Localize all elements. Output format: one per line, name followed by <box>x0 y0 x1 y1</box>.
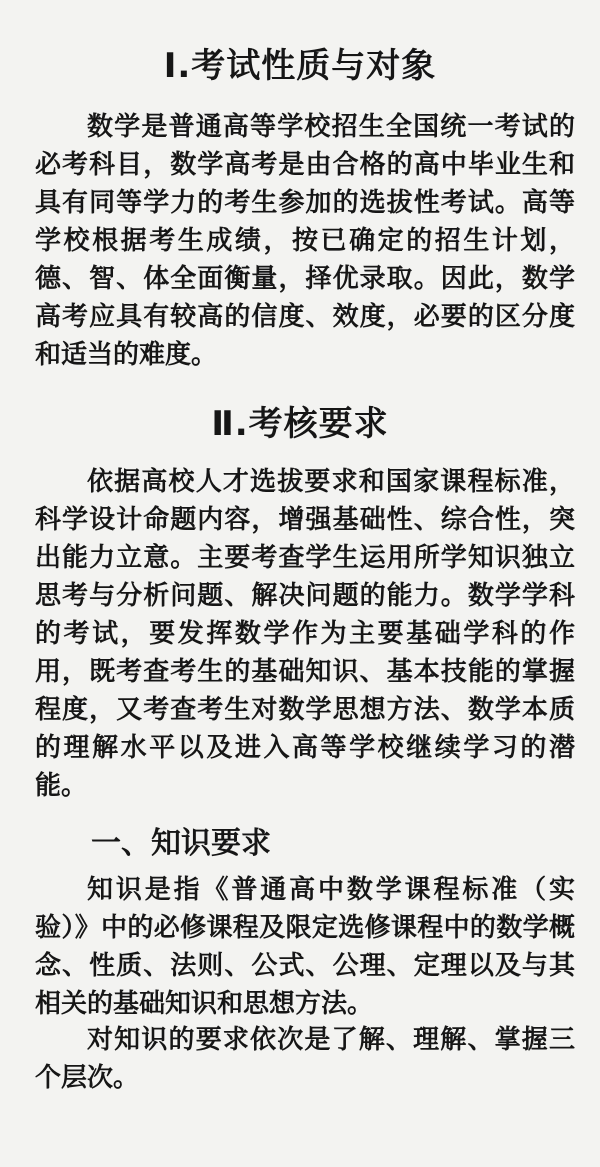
subsection-paragraph-1: 知识是指《普通高中数学课程标准（实验）》中的必修课程及限定选修课程中的数学概念、性质、法则、公式、公理、定理以及与其相关的基础知识和思想方法。 <box>35 875 575 1019</box>
section-2-paragraph: 依据高校人才选拔要求和国家课程标准，科学设计命题内容，增强基础性、综合性，突出能力立意。主要考查学生运用所学知识独立思考与分析问题、解决问题的能力。数学学科的考试，要发挥数学作为主要基础学科的作用，既考查考生的基础知识、基本技能的掌握程度，又考查考生对数学思想方法、数学本质的理解水平以及进入高等学校继续学习的潜能。 <box>35 467 575 801</box>
subsection-paragraph-2: 对知识的要求依次是了解、理解、掌握三个层次。 <box>35 1025 575 1093</box>
section-1-paragraph: 数学是普通高等学校招生全国统一考试的必考科目，数学高考是由合格的高中毕业生和具有同等学力的考生参加的选拔性考试。高等学校根据考生成绩，按已确定的招生计划，德、智、体全面衡量，择优录取。因此，数学高考应具有较高的信度、效度，必要的区分度和适当的难度。 <box>35 112 575 370</box>
subsection-heading: 一、知识要求 <box>91 826 271 861</box>
section-title-1: Ⅰ.考试性质与对象 <box>163 46 437 86</box>
section-title-2: Ⅱ.考核要求 <box>211 404 389 444</box>
